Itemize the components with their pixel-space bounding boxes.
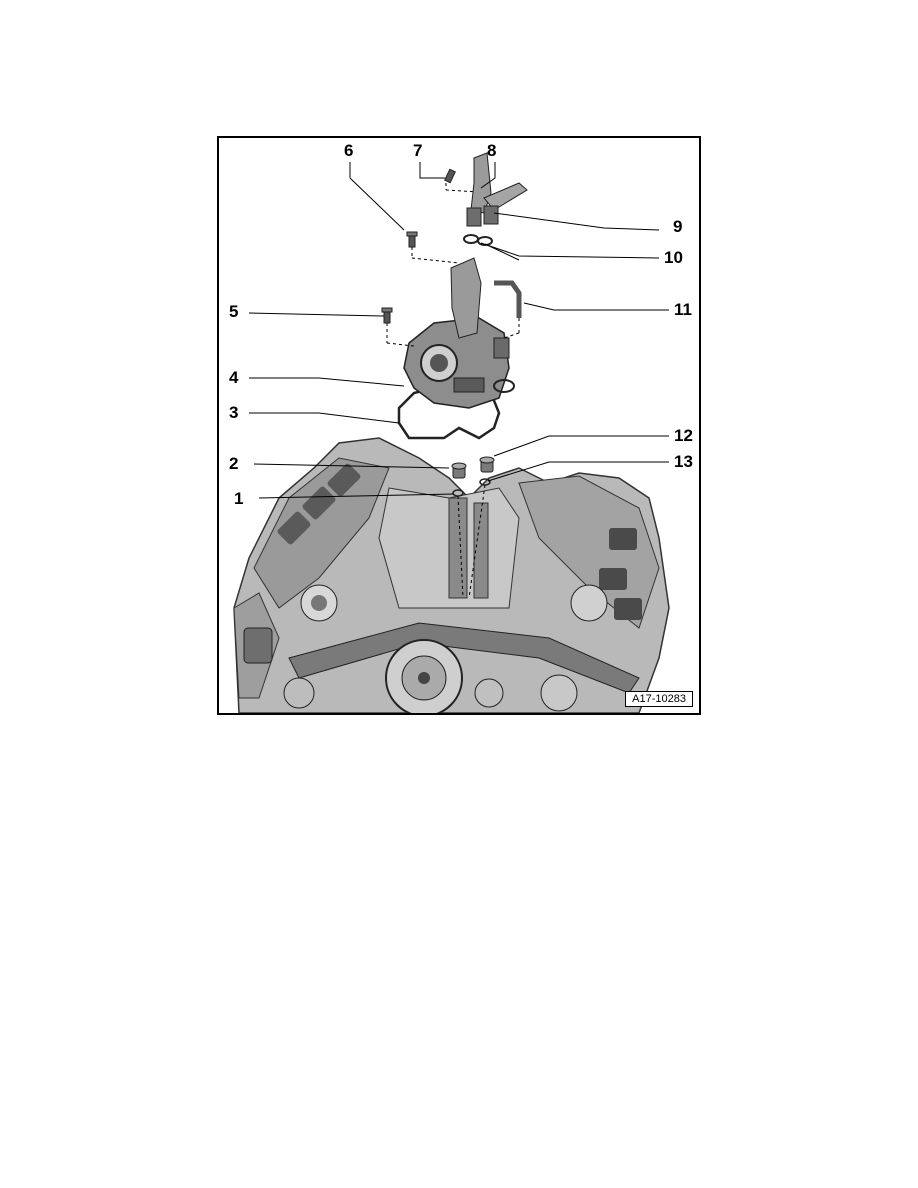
circlip (478, 237, 492, 245)
callout-11: 11 (674, 300, 692, 319)
vent-line (494, 283, 519, 318)
callout-5: 5 (229, 302, 239, 321)
exploded-view-illustration (217, 136, 701, 715)
callout-2: 2 (229, 454, 239, 473)
callout-4: 4 (229, 368, 239, 387)
callout-12: 12 (674, 426, 693, 445)
callout-1: 1 (234, 489, 244, 508)
circlip (464, 235, 478, 243)
figure-reference-code: A17-10283 (625, 691, 693, 707)
callout-9: 9 (673, 217, 683, 236)
callout-13: 13 (674, 452, 693, 471)
callout-7: 7 (413, 141, 423, 160)
callout-3: 3 (229, 403, 239, 422)
callout-8: 8 (487, 141, 497, 160)
callout-6: 6 (344, 141, 354, 160)
engine-block (234, 438, 669, 713)
coolant-hose (467, 153, 527, 226)
engine-cover-assembly-drawing (219, 138, 699, 713)
callout-10: 10 (664, 248, 683, 267)
